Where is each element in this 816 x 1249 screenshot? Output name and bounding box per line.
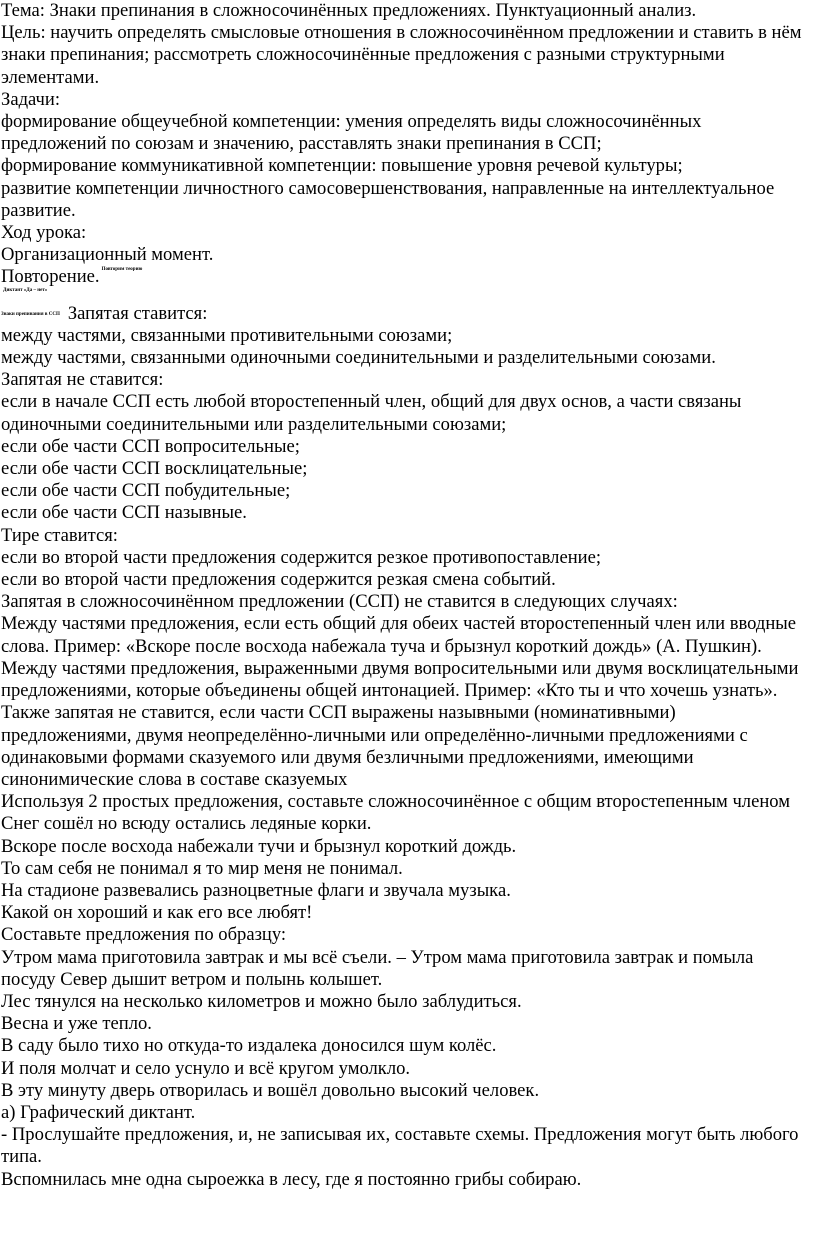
rule-item: если в начале ССП есть любой второстепенный член, общий для двух основ, а части связаны одиночными соединительными или разделительными союзами; <box>1 391 742 435</box>
rule-item: если во второй части предложения содержится резкое противопоставление; <box>1 546 602 568</box>
exercise-sentence: В саду было тихо но откуда-то издалека доносился шум колёс. <box>1 1035 497 1057</box>
tiny-label-dictation: Диктант «Да – нет» <box>3 287 48 293</box>
exercise-sentence: Какой он хороший и как его все любят! <box>1 902 313 924</box>
tiny-label-review: Повторим теорию <box>101 267 143 273</box>
tiny-labels <box>102 266 143 273</box>
rule-item: если обе части ССП назывные. <box>1 502 247 524</box>
rule-item: если во второй части предложения содержится резкая смена событий. <box>1 569 556 591</box>
repeat-line <box>1 266 806 288</box>
task-item: формирование коммуникативной компетенции: повышение уровня речевой культуры; <box>1 155 683 177</box>
task-item: развитие компетенции личностного самосовершенствования, направленные на интеллектуальное развитие. <box>1 177 775 221</box>
rule-item: если обе части ССП вопросительные; <box>1 435 300 457</box>
exercise-sentence: В эту минуту дверь отворилась и вошёл довольно высокий человек. <box>1 1079 540 1101</box>
exercise-sentence: То сам себя не понимал я то мир меня не понимал. <box>1 857 403 879</box>
rule-paragraph: Между частями предложения, если есть общий для обеих частей второстепенный член или вводные слова. Пример: «Вскоре после восхода набежала туча и брызнул короткий дождь» (А. Пушкин). <box>1 613 797 657</box>
rule-heading: Тире ставится: <box>1 524 118 546</box>
exercise-sentence: И поля молчат и село уснуло и всё кругом умолкло. <box>1 1057 411 1079</box>
exercise-sentence: Вспомнилась мне одна сыроежка в лесу, где я постоянно грибы собираю. <box>1 1168 582 1190</box>
rule-item: если обе части ССП восклицательные; <box>1 458 308 480</box>
exercise-instruction: Используя 2 простых предложения, составьте сложносочинённое с общим второстепенным членом <box>1 791 790 813</box>
exercise-instruction: - Прослушайте предложения, и, не записывая их, составьте схемы. Предложения могут быть любого типа. <box>1 1124 799 1168</box>
exercise-sentence: Утром мама приготовила завтрак и мы всё съели. – Утром мама приготовила завтрак и помыла посуду Север дышит ветром и полынь колышет. <box>1 946 754 990</box>
exercise-sentence: Лес тянулся на несколько километров и можно было заблудиться. <box>1 990 522 1012</box>
rule-item: между частями, связанными одиночными соединительными и разделительными союзами. <box>1 347 716 369</box>
lesson-step: Организационный момент. <box>1 244 214 266</box>
exercise-instruction: Составьте предложения по образцу: <box>1 924 287 946</box>
topic-line: Тема: Знаки препинания в сложносочинённых предложениях. Пунктуационный анализ. <box>1 0 697 21</box>
section-heading: а) Графический диктант. <box>1 1101 196 1123</box>
goal-line: Цель: научить определять смысловые отношения в сложносочинённом предложении и ставить в нём знаки препинания; рассмотреть сложносочинённые предложения с разными структурными элементами. <box>1 22 802 88</box>
exercise-sentence: Вскоре после восхода набежали тучи и брызнул короткий дождь. <box>1 835 517 857</box>
tasks-heading: Задачи: <box>1 88 61 110</box>
comma-placed-heading: Запятая ставится: <box>67 302 208 324</box>
rule-heading: Запятая не ставится: <box>1 369 164 391</box>
rule-item: между частями, связанными противительными союзами; <box>1 324 453 346</box>
exercise-sentence: Весна и уже тепло. <box>1 1013 152 1035</box>
exercise-sentence: На стадионе развевались разноцветные флаги и звучала музыка. <box>1 879 511 901</box>
rule-paragraph: Между частями предложения, выраженными двумя вопросительными или двумя восклицательными предложениями, которые объединены общей интонацией. Пример: «Кто ты и что хочешь узнать». <box>1 657 799 702</box>
exercise-sentence: Снег сошёл но всюду остались ледяные корки. <box>1 813 372 835</box>
rule-item: если обе части ССП побудительные; <box>1 480 291 502</box>
rule-paragraph: Также запятая не ставится, если части ССП выражены назывными (номинативными) предложениями, двумя неопределённо-личными или определённо-личными предложениями с одинаковыми формами сказуемого или двумя безличными предложениями, имеющими синонимические слова в составе сказуемых <box>1 702 748 790</box>
repeat-label: Повторение. <box>1 266 100 288</box>
comma-placed-line <box>1 303 806 325</box>
lesson-plan-heading: Ход урока: <box>1 222 87 244</box>
rule-heading: Запятая в сложносочинённом предложении (ССП) не ставится в следующих случаях: <box>1 591 678 613</box>
task-item: формирование общеучебной компетенции: умения определять виды сложносочинённых предложений по союзам и значению, расставлять знаки препинания в ССП; <box>1 111 702 155</box>
tiny-label-punctuation: Знаки препинания в ССП <box>1 311 60 317</box>
